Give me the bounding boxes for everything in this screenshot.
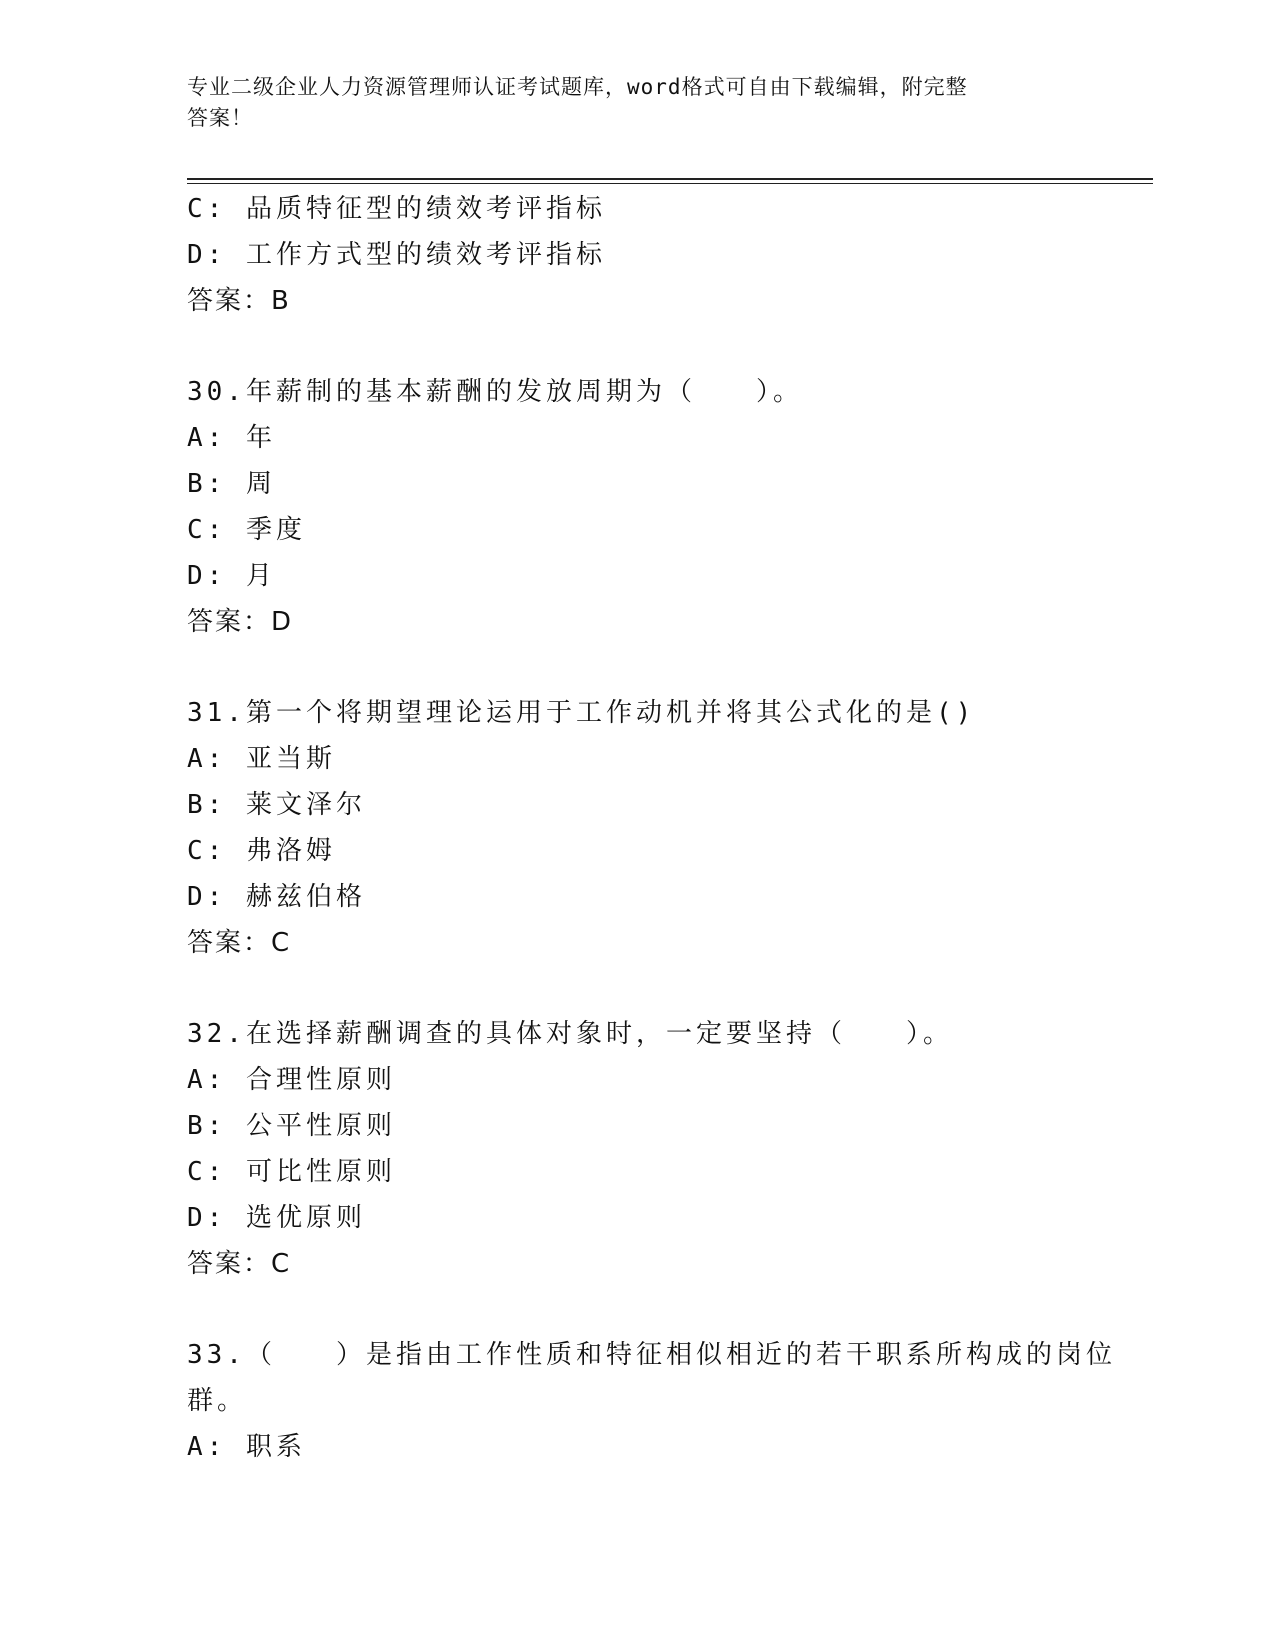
option-d: D: 赫兹伯格 [187, 882, 366, 912]
spacer [187, 966, 1087, 1011]
option-d: D: 工作方式型的绩效考评指标 [187, 240, 606, 270]
header-line-1: 专业二级企业人力资源管理师认证考试题库，word格式可自由下载编辑，附完整 [187, 75, 968, 99]
option-c: C: 品质特征型的绩效考评指标 [187, 194, 606, 224]
option-b: B: 公平性原则 [187, 1111, 396, 1141]
document-header [187, 72, 1067, 134]
option-a: A: 职系 [187, 1432, 306, 1462]
option-a: A: 合理性原则 [187, 1065, 396, 1095]
question-text-line-1: 33.（ ）是指由工作性质和特征相似相近的若干职系所构成的岗位 [187, 1340, 1116, 1370]
question-block-30 [187, 369, 1087, 645]
spacer [187, 324, 1087, 369]
answer-line: 答案：B [187, 286, 291, 316]
header-divider-thick [187, 178, 1153, 180]
question-block-31 [187, 690, 1087, 966]
option-c: C: 弗洛姆 [187, 836, 336, 866]
spacer [187, 1287, 1087, 1332]
header-line-2: 答案！ [187, 106, 253, 130]
option-a: A: 亚当斯 [187, 744, 336, 774]
question-text: 31.第一个将期望理论运用于工作动机并将其公式化的是() [187, 698, 976, 728]
answer-line: 答案：C [187, 1249, 292, 1279]
header-divider-thin [187, 183, 1153, 184]
spacer [187, 645, 1087, 690]
option-a: A: 年 [187, 423, 276, 453]
option-d: D: 月 [187, 561, 276, 591]
answer-line: 答案：D [187, 607, 294, 637]
question-block-32 [187, 1011, 1087, 1287]
answer-line: 答案：C [187, 928, 292, 958]
question-text: 32.在选择薪酬调查的具体对象时，一定要坚持（ ）。 [187, 1019, 953, 1049]
option-c: C: 季度 [187, 515, 306, 545]
option-b: B: 周 [187, 469, 276, 499]
option-c: C: 可比性原则 [187, 1157, 396, 1187]
question-block-33 [187, 1332, 1116, 1470]
question-text-line-2: 群。 [187, 1386, 248, 1416]
option-b: B: 莱文泽尔 [187, 790, 366, 820]
question-block-29 [187, 186, 1087, 324]
question-list [187, 186, 1116, 1470]
question-text: 30.年薪制的基本薪酬的发放周期为（ ）。 [187, 377, 803, 407]
option-d: D: 选优原则 [187, 1203, 366, 1233]
